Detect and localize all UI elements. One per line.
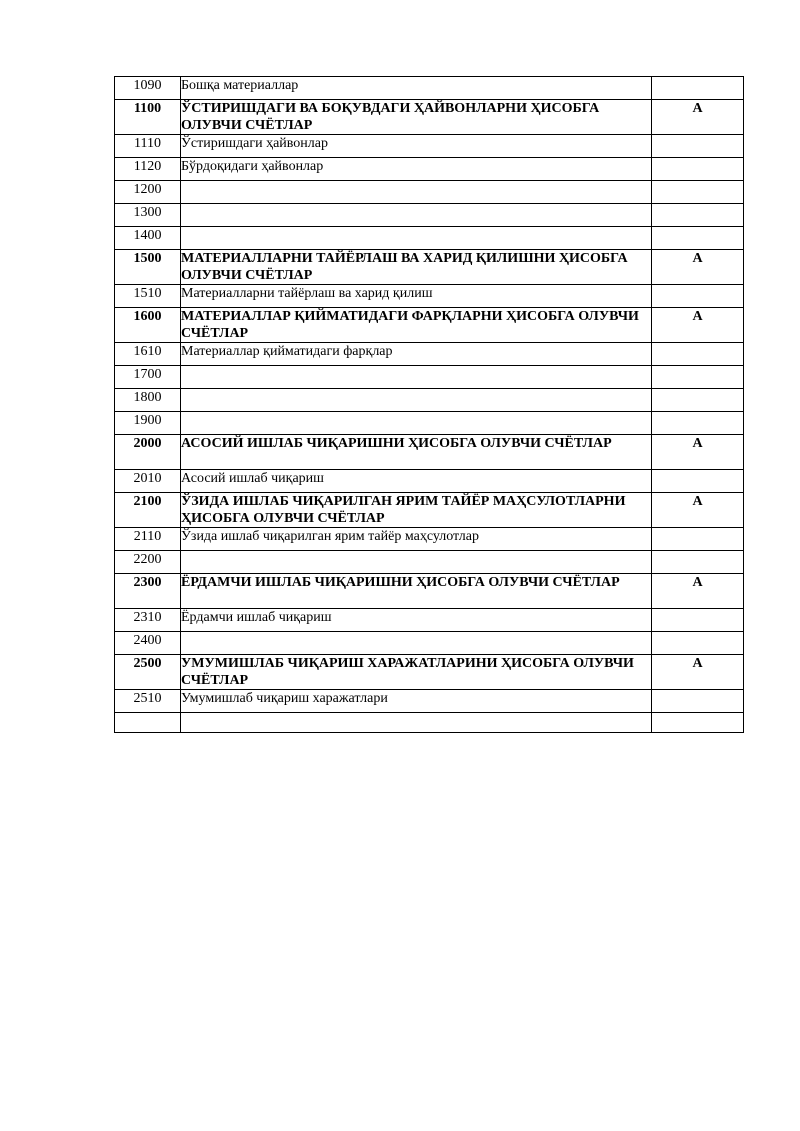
account-row [115,690,744,713]
account-row [115,713,744,733]
account-name [181,204,652,227]
account-code [115,713,181,733]
account-row [115,609,744,632]
account-type: А [652,308,744,343]
account-type: А [652,435,744,470]
account-group-row [115,250,744,285]
account-type [652,343,744,366]
account-name: Умумишлаб чиқариш харажатлари [181,690,652,713]
account-type [652,713,744,733]
account-code: 1120 [115,158,181,181]
account-group-row [115,308,744,343]
account-name: Материаллар қийматидаги фарқлар [181,343,652,366]
account-group-row [115,100,744,135]
account-type [652,389,744,412]
account-type [652,227,744,250]
account-type [652,551,744,574]
account-type [652,412,744,435]
account-type: А [652,250,744,285]
account-code: 2300 [115,574,181,609]
account-row [115,528,744,551]
account-type [652,632,744,655]
account-type [652,77,744,100]
account-type [652,158,744,181]
account-name [181,551,652,574]
account-name: АСОСИЙ ИШЛАБ ЧИҚАРИШНИ ҲИСОБГА ОЛУВЧИ СЧЁТЛАР [181,435,652,470]
account-group-row [115,493,744,528]
account-name [181,713,652,733]
account-row [115,412,744,435]
account-row [115,77,744,100]
account-type [652,528,744,551]
account-name: Ўстиришдаги ҳайвонлар [181,135,652,158]
account-name: Бошқа материаллар [181,77,652,100]
account-group-row [115,435,744,470]
account-code: 1300 [115,204,181,227]
account-type [652,690,744,713]
account-type: А [652,574,744,609]
account-name: Бўрдоқидаги ҳайвонлар [181,158,652,181]
account-type [652,366,744,389]
accounts-table [114,76,744,733]
account-row [115,158,744,181]
account-code: 1900 [115,412,181,435]
account-name: Материалларни тайёрлаш ва харид қилиш [181,285,652,308]
account-code: 1700 [115,366,181,389]
account-type [652,135,744,158]
account-name: Асосий ишлаб чиқариш [181,470,652,493]
account-name [181,412,652,435]
account-code: 1500 [115,250,181,285]
account-name: МАТЕРИАЛЛАР ҚИЙМАТИДАГИ ФАРҚЛАРНИ ҲИСОБГА ОЛУВЧИ СЧЁТЛАР [181,308,652,343]
account-row [115,181,744,204]
account-row [115,343,744,366]
account-group-row [115,655,744,690]
accounts-table-body [115,77,744,733]
account-code: 1510 [115,285,181,308]
account-code: 1400 [115,227,181,250]
account-type [652,285,744,308]
account-name [181,227,652,250]
account-code: 1610 [115,343,181,366]
account-type [652,470,744,493]
account-code: 2100 [115,493,181,528]
account-code: 2310 [115,609,181,632]
account-code: 2110 [115,528,181,551]
account-row [115,632,744,655]
account-name: ЎЗИДА ИШЛАБ ЧИҚАРИЛГАН ЯРИМ ТАЙЁР МАҲСУЛОТЛАРНИ ҲИСОБГА ОЛУВЧИ СЧЁТЛАР [181,493,652,528]
account-code: 2200 [115,551,181,574]
account-name: Ёрдамчи ишлаб чиқариш [181,609,652,632]
account-code: 1600 [115,308,181,343]
account-row [115,389,744,412]
account-row [115,227,744,250]
account-name [181,366,652,389]
account-name: МАТЕРИАЛЛАРНИ ТАЙЁРЛАШ ВА ХАРИД ҚИЛИШНИ ҲИСОБГА ОЛУВЧИ СЧЁТЛАР [181,250,652,285]
account-name: Ўзида ишлаб чиқарилган ярим тайёр маҳсулотлар [181,528,652,551]
account-name [181,632,652,655]
account-type: А [652,493,744,528]
account-code: 1200 [115,181,181,204]
account-code: 2010 [115,470,181,493]
account-type [652,204,744,227]
account-type: А [652,655,744,690]
account-type: А [652,100,744,135]
account-row [115,470,744,493]
account-code: 2000 [115,435,181,470]
account-name: ЎСТИРИШДАГИ ВА БОҚУВДАГИ ҲАЙВОНЛАРНИ ҲИСОБГА ОЛУВЧИ СЧЁТЛАР [181,100,652,135]
account-row [115,366,744,389]
account-row [115,135,744,158]
account-code: 1090 [115,77,181,100]
account-name: УМУМИШЛАБ ЧИҚАРИШ ХАРАЖАТЛАРИНИ ҲИСОБГА ОЛУВЧИ СЧЁТЛАР [181,655,652,690]
account-name: ЁРДАМЧИ ИШЛАБ ЧИҚАРИШНИ ҲИСОБГА ОЛУВЧИ СЧЁТЛАР [181,574,652,609]
account-code: 2510 [115,690,181,713]
account-code: 2400 [115,632,181,655]
account-row [115,204,744,227]
account-name [181,389,652,412]
account-type [652,609,744,632]
account-code: 2500 [115,655,181,690]
account-type [652,181,744,204]
account-code: 1800 [115,389,181,412]
account-code: 1110 [115,135,181,158]
account-row [115,551,744,574]
account-group-row [115,574,744,609]
account-code: 1100 [115,100,181,135]
account-name [181,181,652,204]
account-row [115,285,744,308]
